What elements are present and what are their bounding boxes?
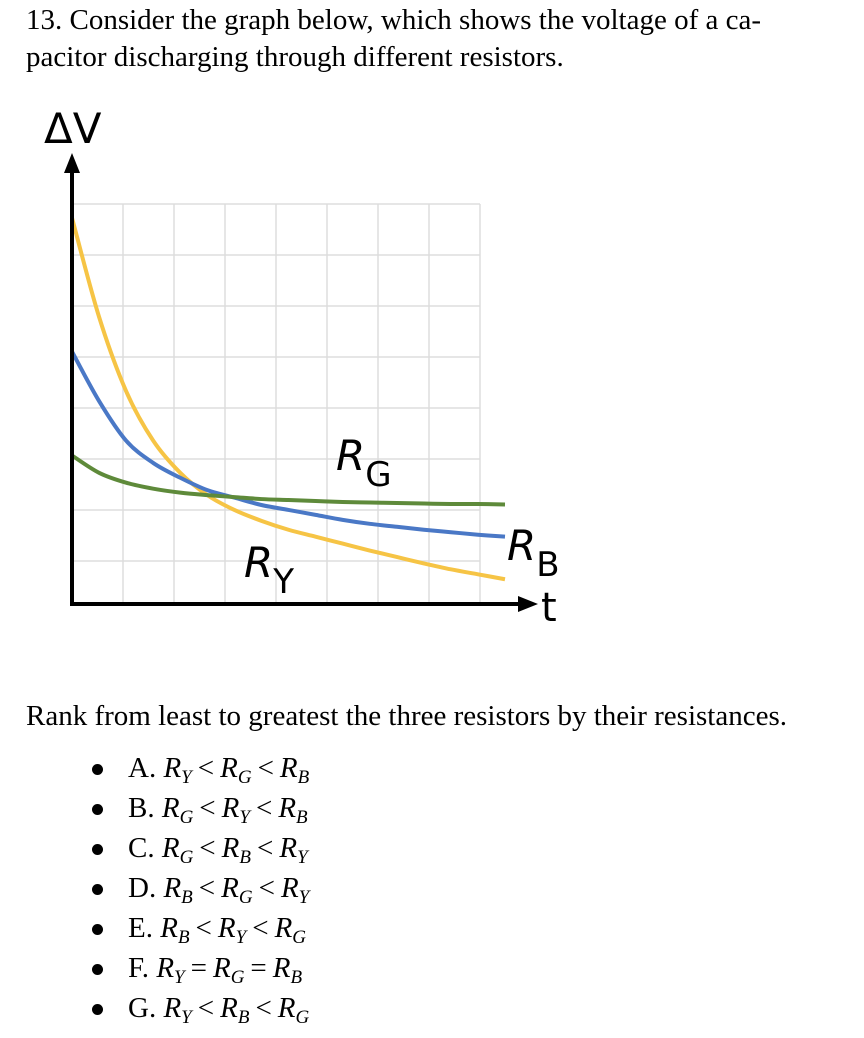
option-letter: B. [128,792,162,824]
resistor-symbol: $R_Y$ [156,952,185,988]
resistor-subscript: B [239,847,251,868]
bullet-icon [92,924,103,935]
instruction-text: Rank from least to greatest the three resistors by their resistances. [26,700,788,732]
resistor-symbol: $R_Y$ [163,992,192,1028]
resistor-symbol: $R_G$ [161,792,194,828]
x-axis-label: t [541,585,557,631]
question-text [26,2,856,76]
resistor-subscript: Y [239,807,250,828]
voltage-time-chart [0,95,620,655]
resistor-symbol: $R_B$ [278,792,308,828]
relation-operator: < [252,912,269,944]
bullet-icon [92,1004,103,1015]
question-line: 13. Consider the graph below, which shows the voltage of a ca- [26,4,762,36]
resistor-symbol: $R_G$ [161,832,194,868]
chart-curves [72,218,505,579]
relation-operator: < [255,992,272,1024]
resistor-subscript: Y [297,847,308,868]
relation-operator: < [198,872,216,904]
resistor-subscript: G [292,927,307,948]
resistor-subscript: B [181,887,193,908]
relation-operator: = [190,952,207,984]
relation-operator: < [199,792,216,824]
bullet-icon [92,844,103,855]
option-letter: F. [128,952,157,984]
relation-operator: < [195,912,212,944]
resistor-subscript: G [238,887,253,908]
resistor-symbol: $R_G$ [220,752,252,788]
series-label-rb: $R_B$ [507,521,560,585]
resistor-subscript: B [296,807,308,828]
resistor-subscript: Y [181,767,192,788]
resistor-symbol: $R_B$ [272,952,303,988]
resistor-symbol: $R_Y$ [280,872,310,908]
relation-operator: < [197,992,215,1024]
bullet-icon [92,764,103,775]
resistor-subscript: B [297,767,310,788]
resistor-symbol: $R_B$ [220,992,250,1028]
series-line-rg [72,456,505,505]
series-label-ry: $R_Y$ [244,538,294,602]
resistor-subscript: G [237,767,252,788]
resistor-symbol: $R_Y$ [217,912,247,948]
resistor-subscript: G [179,807,194,828]
y-axis-arrowhead [64,153,80,173]
resistor-symbol: $R_B$ [160,912,190,948]
resistor-symbol: $R_G$ [277,992,310,1028]
relation-operator: < [258,872,275,904]
bullet-icon [92,964,103,975]
relation-operator: < [197,752,215,784]
relation-operator: < [257,752,274,784]
resistor-symbol: $R_B$ [279,752,310,788]
resistor-subscript: Y [174,967,185,988]
resistor-subscript: B [177,927,190,948]
relation-operator: < [255,792,273,824]
resistor-subscript: G [179,847,194,868]
resistor-symbol: $R_G$ [274,912,307,948]
x-axis-arrowhead [518,596,538,612]
resistor-subscript: G [230,967,245,988]
option-text [128,988,309,1038]
option-letter: C. [128,832,162,864]
series-label-rg: $R_G$ [336,431,392,495]
question-line: pacitor discharging through different resistors. [26,41,564,73]
resistor-symbol: $R_Y$ [163,752,192,788]
option-letter: E. [128,912,161,944]
relation-operator: < [199,832,216,864]
resistor-subscript: B [290,967,303,988]
resistor-subscript: Y [298,887,310,908]
resistor-symbol: $R_B$ [221,832,251,868]
bullet-icon [92,884,103,895]
series-line-ry [72,218,505,579]
bullet-icon [92,804,103,815]
resistor-symbol: $R_G$ [221,872,253,908]
y-axis-label: ΔV [44,104,102,153]
resistor-symbol: $R_Y$ [221,792,250,828]
resistor-subscript: Y [235,927,247,948]
resistor-subscript: B [237,1007,250,1028]
resistor-symbol: $R_B$ [163,872,193,908]
resistor-subscript: G [295,1007,310,1028]
option-letter: A. [128,752,164,784]
relation-operator: < [256,832,274,864]
resistor-symbol: $R_G$ [212,952,245,988]
series-line-rb [72,352,505,537]
resistor-subscript: Y [181,1007,192,1028]
option-letter: G. [128,992,164,1024]
resistor-symbol: $R_Y$ [279,832,308,868]
relation-operator: = [250,952,267,984]
option-letter: D. [128,872,164,904]
